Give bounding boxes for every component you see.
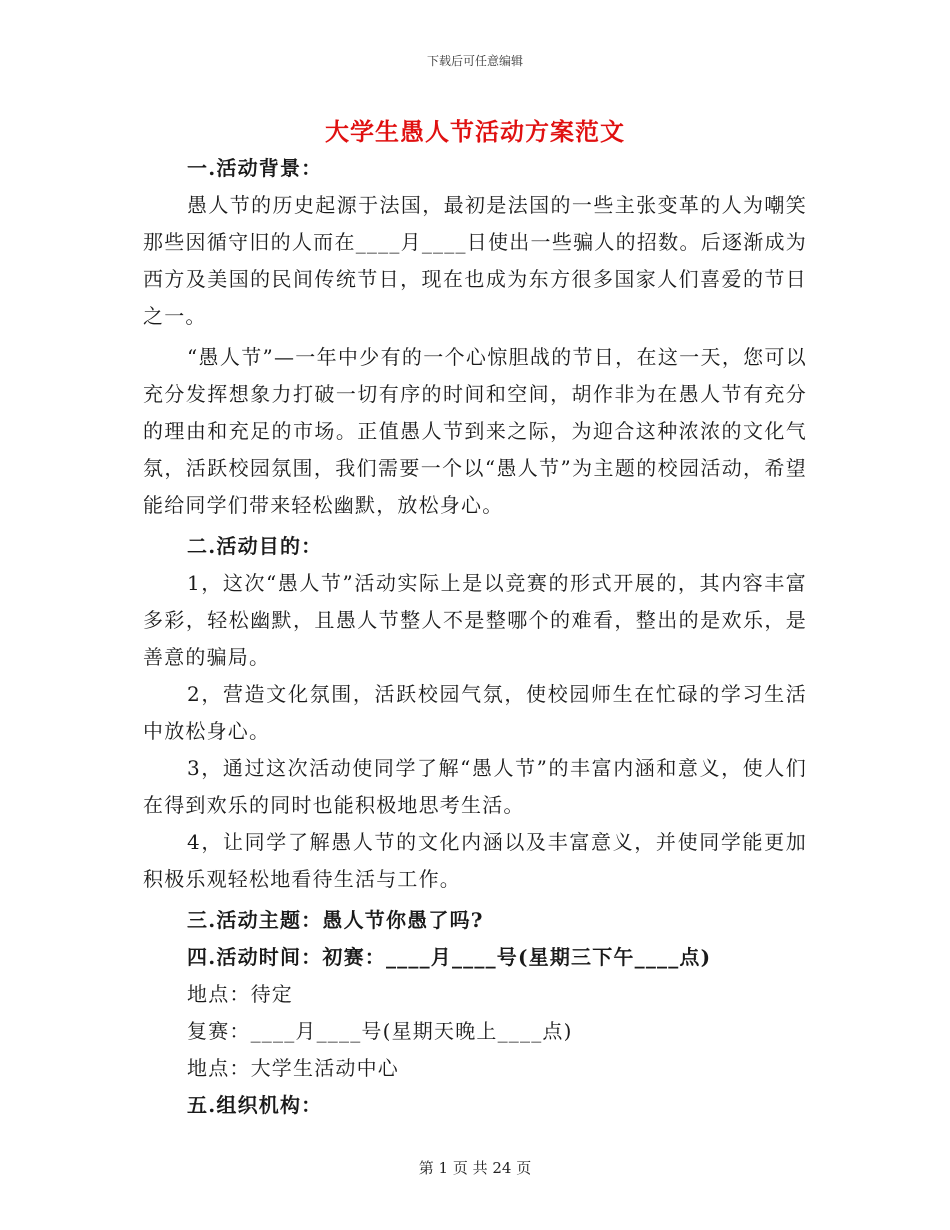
section-heading-background: 一.活动背景： bbox=[187, 156, 323, 180]
paragraph-purpose-3: 3，通过这次活动使同学了解“愚人节”的丰富内涵和意义，使人们在得到欢乐的同时也能积极地思考生活。 bbox=[143, 756, 807, 817]
section-heading-organization: 五.组织机构： bbox=[187, 1093, 323, 1117]
paragraph-purpose-4: 4，让同学了解愚人节的文化内涵以及丰富意义，并使同学能更加积极乐观轻松地看待生活与工作。 bbox=[143, 830, 807, 891]
line-location-final: 地点：大学生活动中心 bbox=[187, 1056, 399, 1080]
page-number-footer: 第 1 页 共 24 页 bbox=[418, 1159, 532, 1177]
header-note: 下载后可任意编辑 bbox=[426, 54, 523, 68]
line-location-preliminary: 地点：待定 bbox=[187, 982, 293, 1006]
section-heading-time: 四.活动时间：初赛：____月____号(星期三下午____点) bbox=[187, 945, 712, 969]
paragraph-background-2: “愚人节”—一年中少有的一个心惊胆战的节日，在这一天，您可以充分发挥想象力打破一切有序的时间和空间，胡作非为在愚人节有充分的理由和充足的市场。正值愚人节到来之际，为迎合这种浓浓的文化气氛，活跃校园氛围，我们需要一个以“愚人节”为主题的校园活动，希望能给同学们带来轻松幽默，放松身心。 bbox=[143, 345, 807, 517]
document-title: 大学生愚人节活动方案范文 bbox=[325, 117, 625, 146]
line-final-round: 复赛：____月____号(星期天晚上____点) bbox=[187, 1019, 573, 1043]
document-body bbox=[143, 150, 807, 1124]
section-heading-theme: 三.活动主题：愚人节你愚了吗? bbox=[187, 908, 484, 932]
paragraph-background-1: 愚人节的历史起源于法国，最初是法国的一些主张变革的人为嘲笑那些因循守旧的人而在____月____日使出一些骗人的招数。后逐渐成为西方及美国的民间传统节日，现在也成为东方很多国家人们喜爱的节日之一。 bbox=[143, 193, 807, 328]
paragraph-purpose-1: 1，这次“愚人节”活动实际上是以竞赛的形式开展的，其内容丰富多彩，轻松幽默，且愚人节整人不是整哪个的难看，整出的是欢乐，是善意的骗局。 bbox=[143, 571, 807, 669]
paragraph-purpose-2: 2，营造文化氛围，活跃校园气氛，使校园师生在忙碌的学习生活中放松身心。 bbox=[143, 682, 807, 743]
section-heading-purpose: 二.活动目的： bbox=[187, 534, 323, 558]
